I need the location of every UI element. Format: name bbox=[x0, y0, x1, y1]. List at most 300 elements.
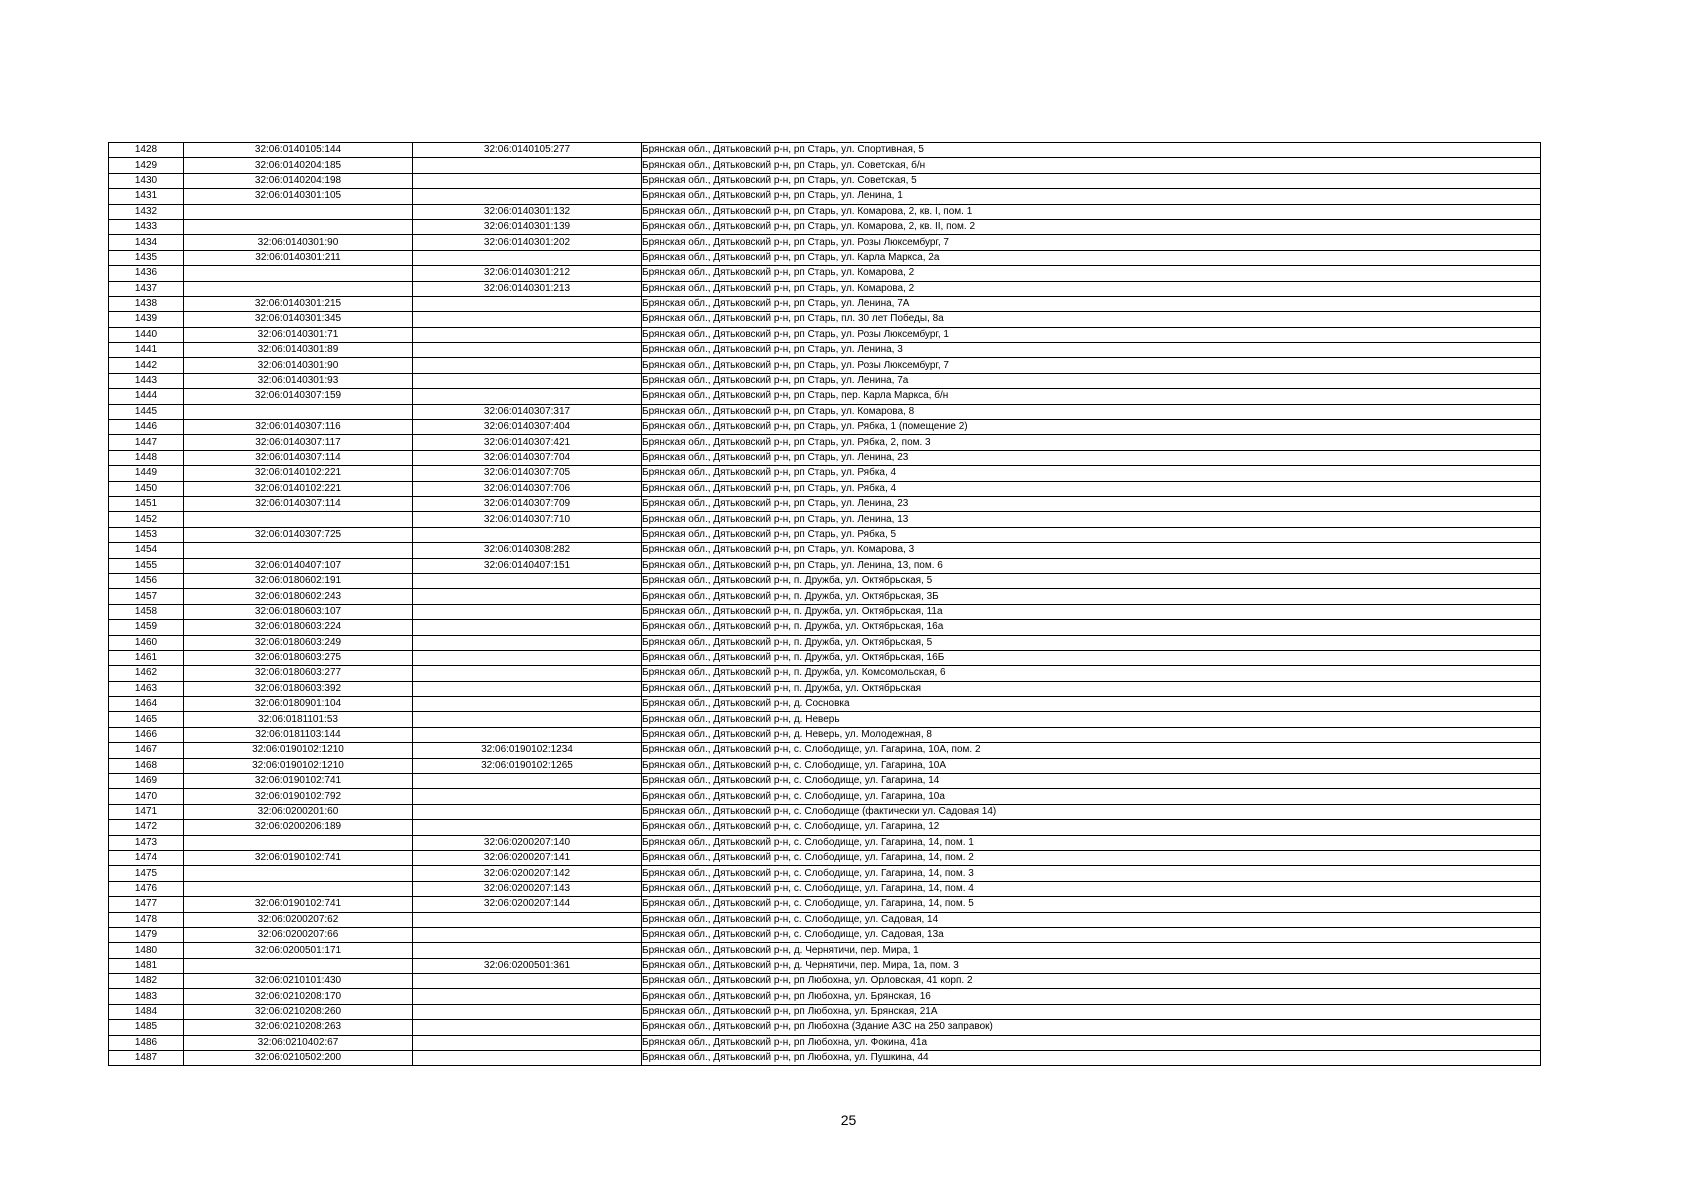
row-number-cell: 1439 bbox=[109, 312, 184, 327]
table-row bbox=[109, 897, 1541, 912]
table-row bbox=[109, 835, 1541, 850]
building-cadastral-number-cell: 32:06:0190102:1265 bbox=[413, 758, 642, 773]
land-cadastral-number-cell: 32:06:0140204:198 bbox=[184, 173, 413, 188]
table-row bbox=[109, 189, 1541, 204]
table-row bbox=[109, 989, 1541, 1004]
land-cadastral-number-cell: 32:06:0180603:392 bbox=[184, 681, 413, 696]
land-cadastral-number-cell: 32:06:0140307:116 bbox=[184, 420, 413, 435]
address-cell: Брянская обл., Дятьковский р-н, рп Старь, пер. Карла Маркса, б/н bbox=[642, 389, 1541, 404]
row-number-cell: 1428 bbox=[109, 143, 184, 158]
land-cadastral-number-cell: 32:06:0200201:60 bbox=[184, 804, 413, 819]
building-cadastral-number-cell: 32:06:0140308:282 bbox=[413, 543, 642, 558]
building-cadastral-number-cell: 32:06:0140407:151 bbox=[413, 558, 642, 573]
table-row bbox=[109, 389, 1541, 404]
row-number-cell: 1434 bbox=[109, 235, 184, 250]
row-number-cell: 1467 bbox=[109, 743, 184, 758]
address-cell: Брянская обл., Дятьковский р-н, рп Старь, ул. Ленина, 7А bbox=[642, 296, 1541, 311]
address-cell: Брянская обл., Дятьковский р-н, рп Старь, ул. Рябка, 1 (помещение 2) bbox=[642, 420, 1541, 435]
land-cadastral-number-cell bbox=[184, 866, 413, 881]
table-row bbox=[109, 558, 1541, 573]
land-cadastral-number-cell: 32:06:0190102:741 bbox=[184, 850, 413, 865]
building-cadastral-number-cell: 32:06:0140307:706 bbox=[413, 481, 642, 496]
table-row bbox=[109, 774, 1541, 789]
table-row bbox=[109, 881, 1541, 896]
table-row bbox=[109, 789, 1541, 804]
building-cadastral-number-cell: 32:06:0140301:202 bbox=[413, 235, 642, 250]
building-cadastral-number-cell: 32:06:0140105:277 bbox=[413, 143, 642, 158]
address-cell: Брянская обл., Дятьковский р-н, д. Неверь bbox=[642, 712, 1541, 727]
row-number-cell: 1456 bbox=[109, 573, 184, 588]
row-number-cell: 1443 bbox=[109, 373, 184, 388]
table-row bbox=[109, 158, 1541, 173]
land-cadastral-number-cell: 32:06:0200207:62 bbox=[184, 912, 413, 927]
address-cell: Брянская обл., Дятьковский р-н, рп Старь, ул. Рябка, 4 bbox=[642, 481, 1541, 496]
land-cadastral-number-cell: 32:06:0140301:105 bbox=[184, 189, 413, 204]
row-number-cell: 1459 bbox=[109, 620, 184, 635]
land-cadastral-number-cell bbox=[184, 958, 413, 973]
table-row bbox=[109, 173, 1541, 188]
table-row bbox=[109, 143, 1541, 158]
row-number-cell: 1438 bbox=[109, 296, 184, 311]
building-cadastral-number-cell bbox=[413, 697, 642, 712]
row-number-cell: 1487 bbox=[109, 1051, 184, 1066]
building-cadastral-number-cell: 32:06:0140301:213 bbox=[413, 281, 642, 296]
address-cell: Брянская обл., Дятьковский р-н, рп Старь, ул. Розы Люксембург, 1 bbox=[642, 327, 1541, 342]
land-cadastral-number-cell: 32:06:0140307:114 bbox=[184, 496, 413, 511]
table-row bbox=[109, 373, 1541, 388]
row-number-cell: 1469 bbox=[109, 774, 184, 789]
address-cell: Брянская обл., Дятьковский р-н, рп Старь, ул. Ленина, 3 bbox=[642, 343, 1541, 358]
row-number-cell: 1432 bbox=[109, 204, 184, 219]
table-row bbox=[109, 974, 1541, 989]
property-table bbox=[108, 142, 1541, 1066]
table-row bbox=[109, 620, 1541, 635]
row-number-cell: 1474 bbox=[109, 850, 184, 865]
row-number-cell: 1444 bbox=[109, 389, 184, 404]
address-cell: Брянская обл., Дятьковский р-н, п. Дружба, ул. Октябрьская, 5 bbox=[642, 573, 1541, 588]
row-number-cell: 1449 bbox=[109, 466, 184, 481]
address-cell: Брянская обл., Дятьковский р-н, рп Старь, ул. Ленина, 7а bbox=[642, 373, 1541, 388]
address-cell: Брянская обл., Дятьковский р-н, д. Сосновка bbox=[642, 697, 1541, 712]
address-cell: Брянская обл., Дятьковский р-н, рп Старь, ул. Рябка, 4 bbox=[642, 466, 1541, 481]
land-cadastral-number-cell: 32:06:0190102:1210 bbox=[184, 743, 413, 758]
row-number-cell: 1460 bbox=[109, 635, 184, 650]
row-number-cell: 1435 bbox=[109, 250, 184, 265]
row-number-cell: 1429 bbox=[109, 158, 184, 173]
table-row bbox=[109, 1051, 1541, 1066]
address-cell: Брянская обл., Дятьковский р-н, рп Старь, ул. Ленина, 13, пом. 6 bbox=[642, 558, 1541, 573]
row-number-cell: 1457 bbox=[109, 589, 184, 604]
row-number-cell: 1466 bbox=[109, 727, 184, 742]
address-cell: Брянская обл., Дятьковский р-н, рп Любохна, ул. Брянская, 21А bbox=[642, 1004, 1541, 1019]
building-cadastral-number-cell: 32:06:0200207:143 bbox=[413, 881, 642, 896]
land-cadastral-number-cell bbox=[184, 281, 413, 296]
building-cadastral-number-cell: 32:06:0140307:710 bbox=[413, 512, 642, 527]
building-cadastral-number-cell: 32:06:0200207:141 bbox=[413, 850, 642, 865]
row-number-cell: 1461 bbox=[109, 650, 184, 665]
row-number-cell: 1476 bbox=[109, 881, 184, 896]
row-number-cell: 1451 bbox=[109, 496, 184, 511]
building-cadastral-number-cell: 32:06:0140307:404 bbox=[413, 420, 642, 435]
row-number-cell: 1445 bbox=[109, 404, 184, 419]
land-cadastral-number-cell: 32:06:0140102:221 bbox=[184, 481, 413, 496]
building-cadastral-number-cell bbox=[413, 681, 642, 696]
row-number-cell: 1448 bbox=[109, 450, 184, 465]
address-cell: Брянская обл., Дятьковский р-н, с. Слободище, ул. Гагарина, 14, пом. 4 bbox=[642, 881, 1541, 896]
land-cadastral-number-cell: 32:06:0190102:741 bbox=[184, 774, 413, 789]
building-cadastral-number-cell bbox=[413, 927, 642, 942]
address-cell: Брянская обл., Дятьковский р-н, рп Старь, ул. Советская, б/н bbox=[642, 158, 1541, 173]
land-cadastral-number-cell: 32:06:0140301:71 bbox=[184, 327, 413, 342]
building-cadastral-number-cell: 32:06:0140307:421 bbox=[413, 435, 642, 450]
address-cell: Брянская обл., Дятьковский р-н, рп Любохна, ул. Орловская, 41 корп. 2 bbox=[642, 974, 1541, 989]
table-row bbox=[109, 450, 1541, 465]
table-row bbox=[109, 1004, 1541, 1019]
table-row bbox=[109, 712, 1541, 727]
land-cadastral-number-cell: 32:06:0200206:189 bbox=[184, 820, 413, 835]
table-row bbox=[109, 435, 1541, 450]
row-number-cell: 1479 bbox=[109, 927, 184, 942]
land-cadastral-number-cell: 32:06:0200207:66 bbox=[184, 927, 413, 942]
land-cadastral-number-cell: 32:06:0200501:171 bbox=[184, 943, 413, 958]
building-cadastral-number-cell bbox=[413, 527, 642, 542]
building-cadastral-number-cell bbox=[413, 312, 642, 327]
land-cadastral-number-cell: 32:06:0180901:104 bbox=[184, 697, 413, 712]
building-cadastral-number-cell bbox=[413, 943, 642, 958]
address-cell: Брянская обл., Дятьковский р-н, рп Старь, пл. 30 лет Победы, 8а bbox=[642, 312, 1541, 327]
address-cell: Брянская обл., Дятьковский р-н, д. Чернятичи, пер. Мира, 1 bbox=[642, 943, 1541, 958]
row-number-cell: 1433 bbox=[109, 219, 184, 234]
table-row bbox=[109, 697, 1541, 712]
building-cadastral-number-cell: 32:06:0140307:709 bbox=[413, 496, 642, 511]
address-cell: Брянская обл., Дятьковский р-н, рп Старь, ул. Комарова, 2, кв. I, пом. 1 bbox=[642, 204, 1541, 219]
land-cadastral-number-cell: 32:06:0180602:243 bbox=[184, 589, 413, 604]
land-cadastral-number-cell bbox=[184, 219, 413, 234]
row-number-cell: 1465 bbox=[109, 712, 184, 727]
table-row bbox=[109, 496, 1541, 511]
building-cadastral-number-cell bbox=[413, 250, 642, 265]
address-cell: Брянская обл., Дятьковский р-н, с. Слободище, ул. Гагарина, 14, пом. 5 bbox=[642, 897, 1541, 912]
address-cell: Брянская обл., Дятьковский р-н, рп Старь, ул. Розы Люксембург, 7 bbox=[642, 358, 1541, 373]
row-number-cell: 1475 bbox=[109, 866, 184, 881]
table-row bbox=[109, 666, 1541, 681]
land-cadastral-number-cell: 32:06:0140301:211 bbox=[184, 250, 413, 265]
building-cadastral-number-cell: 32:06:0140301:132 bbox=[413, 204, 642, 219]
table-row bbox=[109, 543, 1541, 558]
building-cadastral-number-cell: 32:06:0140307:704 bbox=[413, 450, 642, 465]
row-number-cell: 1473 bbox=[109, 835, 184, 850]
building-cadastral-number-cell bbox=[413, 1004, 642, 1019]
land-cadastral-number-cell: 32:06:0140307:725 bbox=[184, 527, 413, 542]
building-cadastral-number-cell bbox=[413, 974, 642, 989]
row-number-cell: 1446 bbox=[109, 420, 184, 435]
land-cadastral-number-cell: 32:06:0140307:159 bbox=[184, 389, 413, 404]
address-cell: Брянская обл., Дятьковский р-н, п. Дружба, ул. Октябрьская, 16Б bbox=[642, 650, 1541, 665]
building-cadastral-number-cell bbox=[413, 327, 642, 342]
land-cadastral-number-cell: 32:06:0190102:741 bbox=[184, 897, 413, 912]
building-cadastral-number-cell bbox=[413, 650, 642, 665]
land-cadastral-number-cell: 32:06:0180603:107 bbox=[184, 604, 413, 619]
address-cell: Брянская обл., Дятьковский р-н, с. Слободище, ул. Садовая, 13а bbox=[642, 927, 1541, 942]
row-number-cell: 1458 bbox=[109, 604, 184, 619]
table-row bbox=[109, 912, 1541, 927]
table-row bbox=[109, 481, 1541, 496]
address-cell: Брянская обл., Дятьковский р-н, с. Слободище, ул. Гагарина, 10А, пом. 2 bbox=[642, 743, 1541, 758]
row-number-cell: 1455 bbox=[109, 558, 184, 573]
building-cadastral-number-cell bbox=[413, 373, 642, 388]
row-number-cell: 1484 bbox=[109, 1004, 184, 1019]
land-cadastral-number-cell bbox=[184, 835, 413, 850]
address-cell: Брянская обл., Дятьковский р-н, с. Слободище, ул. Гагарина, 10А bbox=[642, 758, 1541, 773]
building-cadastral-number-cell bbox=[413, 774, 642, 789]
address-cell: Брянская обл., Дятьковский р-н, п. Дружба, ул. Октябрьская bbox=[642, 681, 1541, 696]
land-cadastral-number-cell: 32:06:0210402:67 bbox=[184, 1035, 413, 1050]
building-cadastral-number-cell bbox=[413, 296, 642, 311]
address-cell: Брянская обл., Дятьковский р-н, с. Слободище, ул. Гагарина, 10а bbox=[642, 789, 1541, 804]
table-row bbox=[109, 958, 1541, 973]
land-cadastral-number-cell bbox=[184, 266, 413, 281]
table-row bbox=[109, 312, 1541, 327]
building-cadastral-number-cell bbox=[413, 158, 642, 173]
table-row bbox=[109, 420, 1541, 435]
table-row bbox=[109, 866, 1541, 881]
row-number-cell: 1440 bbox=[109, 327, 184, 342]
building-cadastral-number-cell bbox=[413, 666, 642, 681]
land-cadastral-number-cell: 32:06:0210502:200 bbox=[184, 1051, 413, 1066]
table-row bbox=[109, 250, 1541, 265]
address-cell: Брянская обл., Дятьковский р-н, рп Старь, ул. Комарова, 2 bbox=[642, 266, 1541, 281]
building-cadastral-number-cell bbox=[413, 620, 642, 635]
land-cadastral-number-cell: 32:06:0210208:260 bbox=[184, 1004, 413, 1019]
land-cadastral-number-cell: 32:06:0190102:792 bbox=[184, 789, 413, 804]
land-cadastral-number-cell: 32:06:0140301:345 bbox=[184, 312, 413, 327]
address-cell: Брянская обл., Дятьковский р-н, рп Старь, ул. Советская, 5 bbox=[642, 173, 1541, 188]
address-cell: Брянская обл., Дятьковский р-н, рп Старь, ул. Спортивная, 5 bbox=[642, 143, 1541, 158]
land-cadastral-number-cell: 32:06:0140301:90 bbox=[184, 358, 413, 373]
address-cell: Брянская обл., Дятьковский р-н, рп Старь, ул. Ленина, 13 bbox=[642, 512, 1541, 527]
row-number-cell: 1480 bbox=[109, 943, 184, 958]
building-cadastral-number-cell bbox=[413, 712, 642, 727]
row-number-cell: 1468 bbox=[109, 758, 184, 773]
table-row bbox=[109, 743, 1541, 758]
table-row bbox=[109, 681, 1541, 696]
table-row bbox=[109, 1035, 1541, 1050]
building-cadastral-number-cell: 32:06:0200207:142 bbox=[413, 866, 642, 881]
building-cadastral-number-cell: 32:06:0200501:361 bbox=[413, 958, 642, 973]
address-cell: Брянская обл., Дятьковский р-н, с. Слободище, ул. Гагарина, 14 bbox=[642, 774, 1541, 789]
address-cell: Брянская обл., Дятьковский р-н, п. Дружба, ул. Комсомольская, 6 bbox=[642, 666, 1541, 681]
address-cell: Брянская обл., Дятьковский р-н, рп Любохна (Здание АЗС на 250 заправок) bbox=[642, 1020, 1541, 1035]
address-cell: Брянская обл., Дятьковский р-н, с. Слободище, ул. Гагарина, 14, пом. 2 bbox=[642, 850, 1541, 865]
table-row bbox=[109, 266, 1541, 281]
row-number-cell: 1454 bbox=[109, 543, 184, 558]
building-cadastral-number-cell bbox=[413, 912, 642, 927]
table-row bbox=[109, 635, 1541, 650]
land-cadastral-number-cell: 32:06:0140301:90 bbox=[184, 235, 413, 250]
address-cell: Брянская обл., Дятьковский р-н, д. Чернятичи, пер. Мира, 1а, пом. 3 bbox=[642, 958, 1541, 973]
row-number-cell: 1450 bbox=[109, 481, 184, 496]
building-cadastral-number-cell bbox=[413, 820, 642, 835]
table-row bbox=[109, 573, 1541, 588]
land-cadastral-number-cell bbox=[184, 543, 413, 558]
building-cadastral-number-cell bbox=[413, 635, 642, 650]
land-cadastral-number-cell: 32:06:0140301:215 bbox=[184, 296, 413, 311]
table-row bbox=[109, 589, 1541, 604]
land-cadastral-number-cell: 32:06:0181103:144 bbox=[184, 727, 413, 742]
address-cell: Брянская обл., Дятьковский р-н, д. Неверь, ул. Молодежная, 8 bbox=[642, 727, 1541, 742]
table-row bbox=[109, 758, 1541, 773]
table-row bbox=[109, 281, 1541, 296]
address-cell: Брянская обл., Дятьковский р-н, рп Старь, ул. Ленина, 1 bbox=[642, 189, 1541, 204]
land-cadastral-number-cell: 32:06:0180603:224 bbox=[184, 620, 413, 635]
address-cell: Брянская обл., Дятьковский р-н, с. Слободище, ул. Садовая, 14 bbox=[642, 912, 1541, 927]
table-row bbox=[109, 850, 1541, 865]
building-cadastral-number-cell bbox=[413, 1035, 642, 1050]
row-number-cell: 1464 bbox=[109, 697, 184, 712]
building-cadastral-number-cell bbox=[413, 189, 642, 204]
table-row bbox=[109, 943, 1541, 958]
table-row bbox=[109, 466, 1541, 481]
building-cadastral-number-cell bbox=[413, 358, 642, 373]
table-row bbox=[109, 327, 1541, 342]
building-cadastral-number-cell: 32:06:0140301:139 bbox=[413, 219, 642, 234]
building-cadastral-number-cell bbox=[413, 1051, 642, 1066]
row-number-cell: 1462 bbox=[109, 666, 184, 681]
address-cell: Брянская обл., Дятьковский р-н, с. Слободище, ул. Гагарина, 14, пом. 3 bbox=[642, 866, 1541, 881]
table-row bbox=[109, 235, 1541, 250]
land-cadastral-number-cell: 32:06:0140407:107 bbox=[184, 558, 413, 573]
building-cadastral-number-cell: 32:06:0200207:144 bbox=[413, 897, 642, 912]
table-row bbox=[109, 1020, 1541, 1035]
address-cell: Брянская обл., Дятьковский р-н, рп Старь, ул. Рябка, 2, пом. 3 bbox=[642, 435, 1541, 450]
row-number-cell: 1483 bbox=[109, 989, 184, 1004]
land-cadastral-number-cell: 32:06:0180603:249 bbox=[184, 635, 413, 650]
land-cadastral-number-cell: 32:06:0140301:89 bbox=[184, 343, 413, 358]
row-number-cell: 1477 bbox=[109, 897, 184, 912]
address-cell: Брянская обл., Дятьковский р-н, п. Дружба, ул. Октябрьская, 5 bbox=[642, 635, 1541, 650]
building-cadastral-number-cell: 32:06:0190102:1234 bbox=[413, 743, 642, 758]
address-cell: Брянская обл., Дятьковский р-н, с. Слободище, ул. Гагарина, 12 bbox=[642, 820, 1541, 835]
table-row bbox=[109, 527, 1541, 542]
address-cell: Брянская обл., Дятьковский р-н, п. Дружба, ул. Октябрьская, 3Б bbox=[642, 589, 1541, 604]
table-row bbox=[109, 727, 1541, 742]
address-cell: Брянская обл., Дятьковский р-н, рп Старь, ул. Розы Люксембург, 7 bbox=[642, 235, 1541, 250]
building-cadastral-number-cell bbox=[413, 589, 642, 604]
building-cadastral-number-cell bbox=[413, 389, 642, 404]
land-cadastral-number-cell: 32:06:0181101:53 bbox=[184, 712, 413, 727]
address-cell: Брянская обл., Дятьковский р-н, рп Старь, ул. Комарова, 3 bbox=[642, 543, 1541, 558]
row-number-cell: 1481 bbox=[109, 958, 184, 973]
address-cell: Брянская обл., Дятьковский р-н, рп Старь, ул. Комарова, 2 bbox=[642, 281, 1541, 296]
row-number-cell: 1471 bbox=[109, 804, 184, 819]
land-cadastral-number-cell: 32:06:0180602:191 bbox=[184, 573, 413, 588]
building-cadastral-number-cell bbox=[413, 789, 642, 804]
land-cadastral-number-cell: 32:06:0140204:185 bbox=[184, 158, 413, 173]
row-number-cell: 1463 bbox=[109, 681, 184, 696]
address-cell: Брянская обл., Дятьковский р-н, рп Старь, ул. Комарова, 2, кв. II, пом. 2 bbox=[642, 219, 1541, 234]
row-number-cell: 1470 bbox=[109, 789, 184, 804]
row-number-cell: 1453 bbox=[109, 527, 184, 542]
land-cadastral-number-cell: 32:06:0140102:221 bbox=[184, 466, 413, 481]
address-cell: Брянская обл., Дятьковский р-н, рп Старь, ул. Комарова, 8 bbox=[642, 404, 1541, 419]
row-number-cell: 1431 bbox=[109, 189, 184, 204]
land-cadastral-number-cell: 32:06:0140307:117 bbox=[184, 435, 413, 450]
table-row bbox=[109, 512, 1541, 527]
row-number-cell: 1437 bbox=[109, 281, 184, 296]
address-cell: Брянская обл., Дятьковский р-н, рп Любохна, ул. Брянская, 16 bbox=[642, 989, 1541, 1004]
land-cadastral-number-cell: 32:06:0190102:1210 bbox=[184, 758, 413, 773]
building-cadastral-number-cell bbox=[413, 173, 642, 188]
address-cell: Брянская обл., Дятьковский р-н, рп Любохна, ул. Фокина, 41а bbox=[642, 1035, 1541, 1050]
land-cadastral-number-cell bbox=[184, 512, 413, 527]
row-number-cell: 1436 bbox=[109, 266, 184, 281]
table-row bbox=[109, 343, 1541, 358]
row-number-cell: 1452 bbox=[109, 512, 184, 527]
land-cadastral-number-cell: 32:06:0180603:277 bbox=[184, 666, 413, 681]
table-row bbox=[109, 927, 1541, 942]
address-cell: Брянская обл., Дятьковский р-н, рп Старь, ул. Ленина, 23 bbox=[642, 450, 1541, 465]
building-cadastral-number-cell bbox=[413, 727, 642, 742]
land-cadastral-number-cell: 32:06:0140105:144 bbox=[184, 143, 413, 158]
row-number-cell: 1430 bbox=[109, 173, 184, 188]
building-cadastral-number-cell: 32:06:0140307:705 bbox=[413, 466, 642, 481]
row-number-cell: 1442 bbox=[109, 358, 184, 373]
row-number-cell: 1447 bbox=[109, 435, 184, 450]
table-body bbox=[109, 143, 1541, 1066]
land-cadastral-number-cell: 32:06:0210208:170 bbox=[184, 989, 413, 1004]
table-row bbox=[109, 358, 1541, 373]
building-cadastral-number-cell: 32:06:0140307:317 bbox=[413, 404, 642, 419]
row-number-cell: 1478 bbox=[109, 912, 184, 927]
building-cadastral-number-cell bbox=[413, 989, 642, 1004]
building-cadastral-number-cell bbox=[413, 1020, 642, 1035]
land-cadastral-number-cell: 32:06:0210208:263 bbox=[184, 1020, 413, 1035]
table-row bbox=[109, 404, 1541, 419]
building-cadastral-number-cell bbox=[413, 573, 642, 588]
building-cadastral-number-cell bbox=[413, 804, 642, 819]
page-number: 25 bbox=[840, 1112, 857, 1128]
address-cell: Брянская обл., Дятьковский р-н, рп Любохна, ул. Пушкина, 44 bbox=[642, 1051, 1541, 1066]
table-row bbox=[109, 650, 1541, 665]
building-cadastral-number-cell: 32:06:0140301:212 bbox=[413, 266, 642, 281]
building-cadastral-number-cell: 32:06:0200207:140 bbox=[413, 835, 642, 850]
address-cell: Брянская обл., Дятьковский р-н, п. Дружба, ул. Октябрьская, 11а bbox=[642, 604, 1541, 619]
table-row bbox=[109, 296, 1541, 311]
building-cadastral-number-cell bbox=[413, 604, 642, 619]
address-cell: Брянская обл., Дятьковский р-н, с. Слободище, ул. Гагарина, 14, пом. 1 bbox=[642, 835, 1541, 850]
table-row bbox=[109, 820, 1541, 835]
row-number-cell: 1482 bbox=[109, 974, 184, 989]
address-cell: Брянская обл., Дятьковский р-н, рп Старь, ул. Рябка, 5 bbox=[642, 527, 1541, 542]
land-cadastral-number-cell bbox=[184, 204, 413, 219]
table-row bbox=[109, 219, 1541, 234]
row-number-cell: 1472 bbox=[109, 820, 184, 835]
land-cadastral-number-cell: 32:06:0140301:93 bbox=[184, 373, 413, 388]
land-cadastral-number-cell bbox=[184, 881, 413, 896]
building-cadastral-number-cell bbox=[413, 343, 642, 358]
row-number-cell: 1441 bbox=[109, 343, 184, 358]
address-cell: Брянская обл., Дятьковский р-н, п. Дружба, ул. Октябрьская, 16а bbox=[642, 620, 1541, 635]
address-cell: Брянская обл., Дятьковский р-н, рп Старь, ул. Ленина, 23 bbox=[642, 496, 1541, 511]
land-cadastral-number-cell: 32:06:0180603:275 bbox=[184, 650, 413, 665]
row-number-cell: 1485 bbox=[109, 1020, 184, 1035]
table-row bbox=[109, 604, 1541, 619]
address-cell: Брянская обл., Дятьковский р-н, рп Старь, ул. Карла Маркса, 2а bbox=[642, 250, 1541, 265]
land-cadastral-number-cell bbox=[184, 404, 413, 419]
address-cell: Брянская обл., Дятьковский р-н, с. Слободище (фактически ул. Садовая 14) bbox=[642, 804, 1541, 819]
row-number-cell: 1486 bbox=[109, 1035, 184, 1050]
land-cadastral-number-cell: 32:06:0210101:430 bbox=[184, 974, 413, 989]
